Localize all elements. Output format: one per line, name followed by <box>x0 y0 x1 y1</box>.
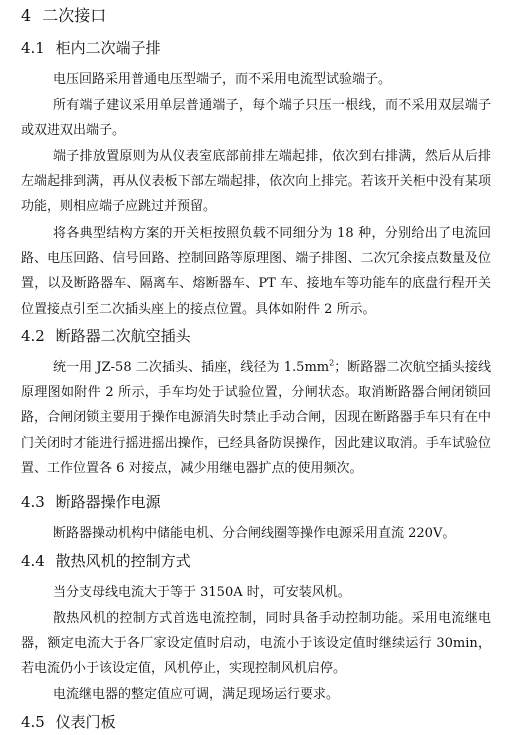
subsection-title: 断路器操作电源 <box>55 493 161 511</box>
superscript: 2 <box>329 358 335 368</box>
subsection-number: 4.2 <box>21 327 45 345</box>
section-title: 二次接口 <box>42 6 107 25</box>
subsection-title: 柜内二次端子排 <box>55 39 161 57</box>
subsection-number: 4.1 <box>21 39 45 57</box>
subsection-number: 4.3 <box>21 493 45 511</box>
paragraph: 电流继电器的整定值应可调，满足现场运行要求。 <box>53 687 340 702</box>
paragraph: 当分支母线电流大于等于 3150A 时，可安装风机。 <box>53 585 351 600</box>
subsection-title: 仪表门板 <box>55 713 116 731</box>
paragraph: 端子排放置原则为从仪表室底部前排左端起排，依次到右排满，然后从后排左端起排到满，再从仪表板下部左端起排，依次向上排完。若该开关柜中没有某项功能，则相应端子应跳过并预留。 <box>21 149 491 215</box>
paragraph: 所有端子建议采用单层普通端子，每个端子只压一根线，而不采用双层端子或双进双出端子。 <box>21 98 491 139</box>
subsection-heading-4-3 <box>21 492 161 512</box>
paragraph: 将各典型结构方案的开关柜按照负载不同细分为 18 种，分别给出了电流回路、电压回路、信号回路、控制回路等原理图、端子排图、二次冗余接点数量及位置，以及断路器车、隔离车、熔断器车、PT 车、接地车等功能车的底盘行程开关位置接点引至二次插头座上的接点位置。具体如附件 2 所示。 <box>21 226 491 317</box>
subsection-number: 4.5 <box>21 713 45 731</box>
paragraph: 断路器操动机构中储能电机、分合闸线圈等操作电源采用直流 220V。 <box>53 526 456 541</box>
subsection-number: 4.4 <box>21 552 45 570</box>
subsection-title: 断路器二次航空插头 <box>55 327 191 345</box>
subsection-heading-4-1 <box>21 38 161 58</box>
section-heading <box>21 6 106 26</box>
subsection-heading-4-2 <box>21 326 191 346</box>
paragraph-text: 统一用 JZ-58 二次插头、插座，线径为 1.5mm <box>53 360 330 375</box>
subsection-title: 散热风机的控制方式 <box>55 552 191 570</box>
paragraph: 电压回路采用普通电压型端子，而不采用电流型试验端子。 <box>53 72 392 87</box>
subsection-heading-4-5 <box>21 712 116 732</box>
section-number: 4 <box>21 6 32 25</box>
paragraph-text: ；断路器二次航空插头接线原理图如附件 2 所示，手车均处于试验位置，分闸状态。取消断路器合闸闭锁回路，合闸闭锁主要用于操作电源消失时禁止手动合闸，因现在断路器手车只有在中门关闭时才能进行摇进摇出操作，已经具备防误操作，因此建议取消。手车试验位置、工作位置各 6 对接点，减少用继电器扩点的使用频次。 <box>21 360 491 476</box>
subsection-heading-4-4 <box>21 551 191 571</box>
paragraph: 散热风机的控制方式首选电流控制，同时具备手动控制功能。采用电流继电器，额定电流大于各厂家设定值时启动，电流小于该设定值时继续运行 30min，若电流仍小于该设定值，风机停止，实现控制风机启停。 <box>21 611 491 677</box>
paragraph <box>21 355 491 481</box>
